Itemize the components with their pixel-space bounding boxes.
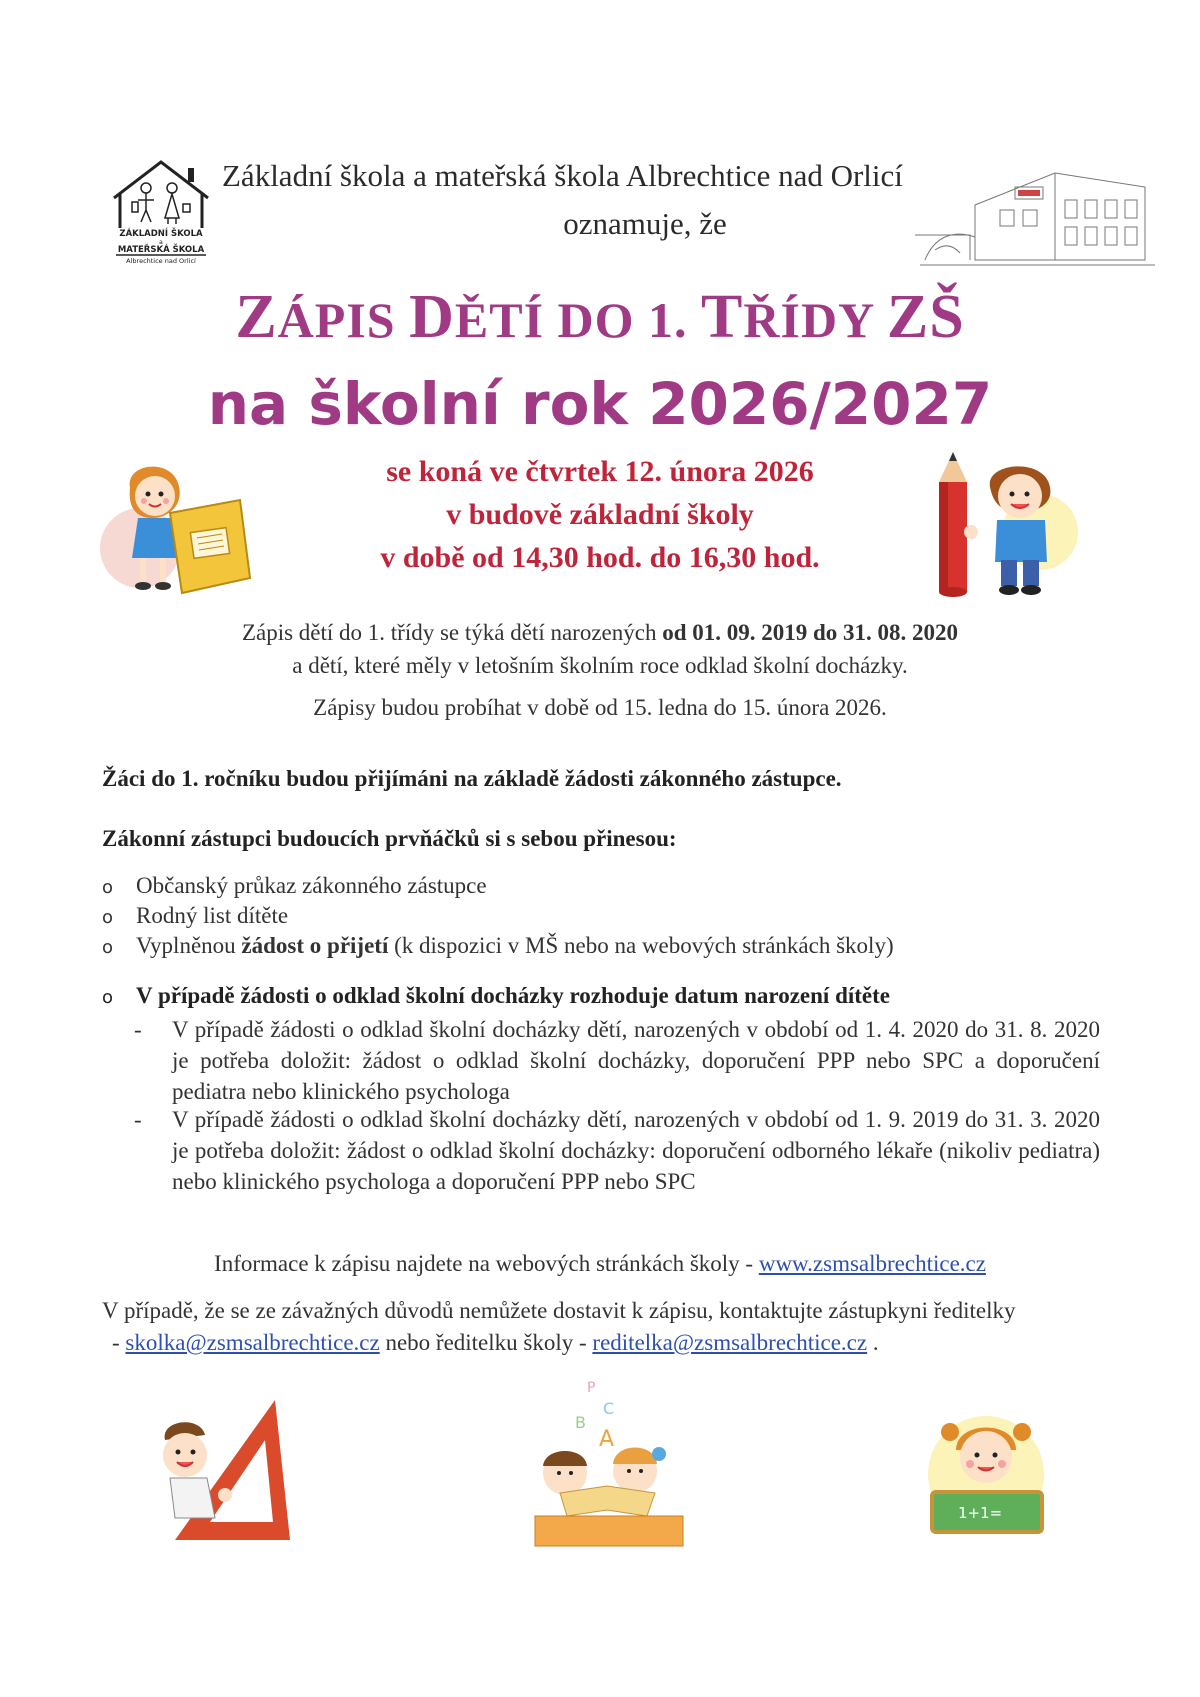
admission-note: Žáci do 1. ročníku budou přijímáni na základě žádosti zákonného zástupce. [102, 766, 842, 791]
school-name: Základní škola a mateřská škola Albrechtice nad Orlicí [222, 158, 903, 193]
event-date: se koná ve čtvrtek 12. února 2026 [386, 455, 814, 488]
girl-with-book-illustration [100, 458, 260, 596]
logo-text-place: Albrechtice nad Orlicí [126, 257, 196, 265]
deferral-case-1: - V případě žádosti o odklad školní docházky dětí, narozených v období od 1. 4. 2020 do 31. 8. 2020 je potřeba doložit: žádost o odklad školní docházky, doporučení PPP nebo SPC a doporučení pediatra nebo klinického psychologa [134, 1017, 1100, 1104]
documents-heading: Zákonní zástupci budoucích prvňáčků si s sebou přinesou: [102, 826, 677, 851]
deferral-case-2: - V případě žádosti o odklad školní docházky dětí, narozených v období od 1. 9. 2019 do 31. 3. 2020 je potřeba doložit: žádost o odklad školní docházky: doporučení odborného lékaře (nikoliv pediatra) nebo klinického psychologa a doporučení PPP nebo SPC [134, 1107, 1100, 1194]
contact-emails: - skolka@zsmsalbrechtice.cz nebo ředitelku školy - reditelka@zsmsalbrechtice.cz . [112, 1330, 879, 1355]
email-link-principal[interactable]: reditelka@zsmsalbrechtice.cz [592, 1330, 868, 1355]
boy-with-triangle-illustration [145, 1400, 295, 1550]
letter-b: B [575, 1413, 586, 1432]
main-title: ZÁPIS DĚTÍ DO 1. TŘÍDY ZŠ [235, 283, 965, 351]
list-item: o Občanský průkaz zákonného zástupce [102, 873, 487, 898]
logo-text-a: a [159, 239, 163, 246]
list-item: o V případě žádosti o odklad školní docházky rozhoduje datum narození dítěte [102, 983, 890, 1008]
letter-p: P [587, 1380, 596, 1396]
contact-line: V případě, že se ze závažných důvodů nemůžete dostavit k zápisu, kontaktujte zástupkyni ředitelky [102, 1298, 1016, 1323]
event-place: v budově základní školy [446, 498, 754, 531]
enrollment-period: Zápisy budou probíhat v době od 15. ledna do 15. února 2026. [313, 695, 887, 720]
list-item: o Rodný list dítěte [102, 903, 289, 928]
announces-text: oznamuje, že [563, 206, 727, 241]
school-year-title: na školní rok 2026/2027 [207, 370, 993, 438]
school-building-sketch [915, 165, 1160, 273]
enrollment-deferred: a dětí, které měly v letošním školním roce odklad školní docházky. [292, 653, 908, 678]
event-time: v době od 14,30 hod. do 16,30 hod. [380, 541, 820, 574]
enrollment-eligibility: Zápis dětí do 1. třídy se týká dětí narozených od 01. 09. 2019 do 31. 08. 2020 [241, 620, 959, 645]
board-text: 1+1= [958, 1504, 1003, 1522]
logo-text-zs: ZÁKLADNÍ ŠKOLA [119, 229, 203, 239]
girl-with-chalkboard-illustration [920, 1412, 1052, 1540]
letter-c: C [603, 1399, 615, 1418]
letter-a: A [599, 1427, 615, 1452]
info-line: Informace k zápisu najdete na webových stránkách školy - www.zsmsalbrechtice.cz [214, 1251, 986, 1276]
logo-text-ms: MATEŘSKÁ ŠKOLA [117, 245, 205, 255]
kids-reading-illustration [525, 1378, 690, 1550]
website-link[interactable]: www.zsmsalbrechtice.cz [758, 1251, 986, 1276]
email-link-kindergarten[interactable]: skolka@zsmsalbrechtice.cz [125, 1330, 380, 1355]
boy-with-pencil-illustration [935, 452, 1085, 600]
list-item: o Vyplněnou žádost o přijetí (k dispozici v MŠ nebo na webových stránkách školy) [102, 933, 894, 958]
